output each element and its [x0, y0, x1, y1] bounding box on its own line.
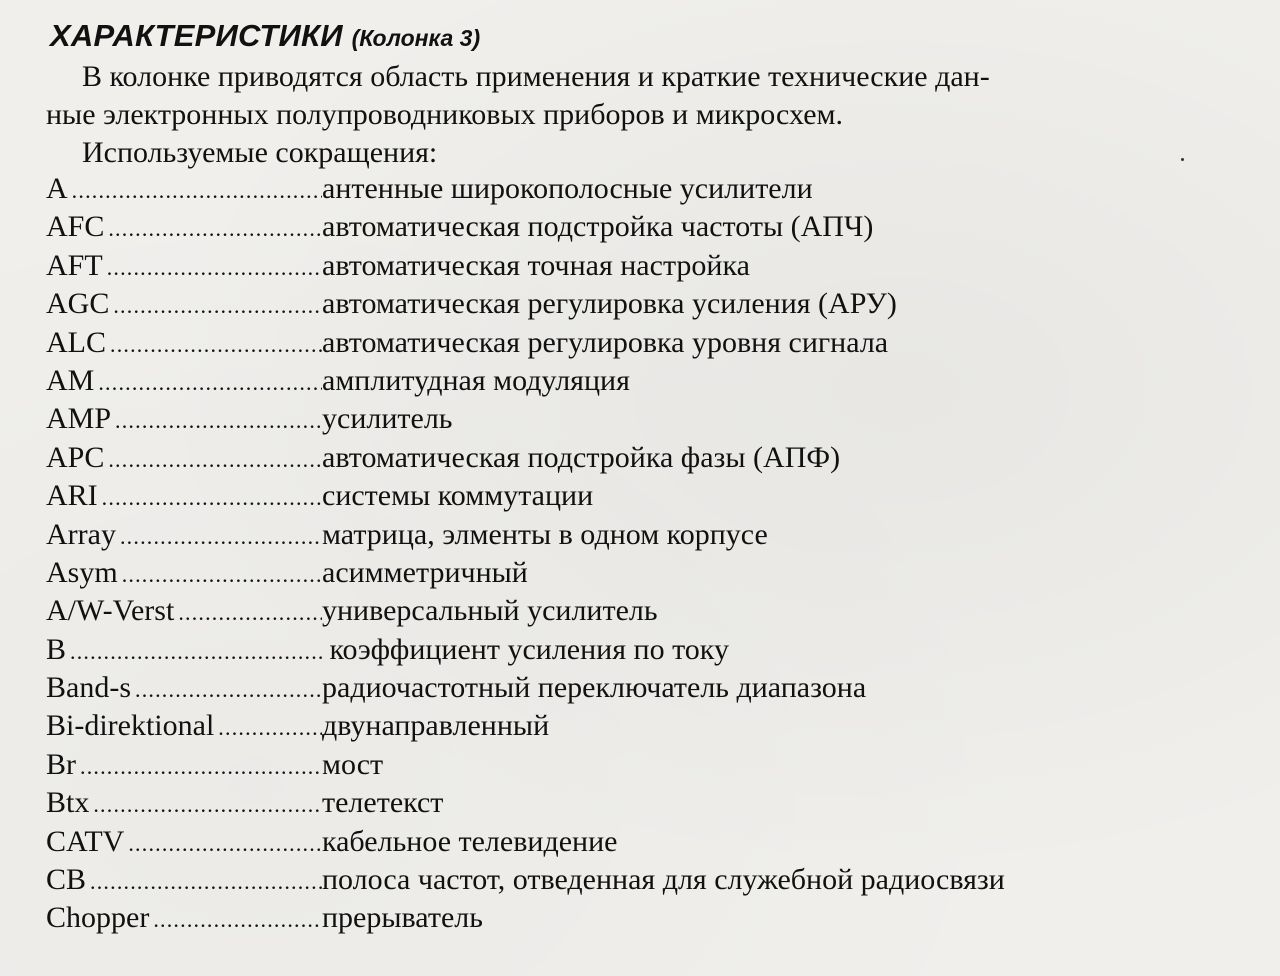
leader-dots [122, 562, 322, 588]
abbreviation-term: AFT [46, 248, 103, 282]
abbreviation-term: Bi-direktional [46, 709, 215, 743]
abbreviation-row [46, 901, 1005, 939]
abbreviation-definition: телетекст [322, 786, 444, 820]
section-subtitle: (Колонка 3) [351, 25, 481, 51]
abbreviation-term: ARI [46, 479, 98, 513]
leader-dots [153, 907, 322, 933]
abbreviation-definition: автоматическая регулировка уровня сигнала [322, 325, 889, 359]
abbreviation-definition: амплитудная модуляция [322, 363, 630, 397]
abbreviation-row [46, 863, 1005, 901]
abbreviation-term: AFC [46, 210, 105, 244]
leader-dots [102, 485, 322, 511]
section-title: ХАРАКТЕРИСТИКИ [50, 18, 343, 53]
abbreviation-term: APC [46, 440, 105, 474]
leader-dots [218, 715, 322, 741]
print-speck [1181, 158, 1184, 161]
intro-line-1: В колонке приводятся область применения и краткие технические дан- [82, 60, 990, 93]
abbreviation-term: A [46, 172, 68, 205]
leader-dots [93, 792, 322, 818]
leader-dots [90, 869, 322, 895]
section-heading [50, 16, 480, 58]
abbreviation-definition: матрица, элменты в одном корпусе [322, 517, 768, 551]
abbreviation-term: Br [46, 747, 76, 781]
leader-dots [108, 447, 322, 473]
intro-line-2: ные электронных полупроводниковых приборов и микросхем. [46, 98, 844, 131]
abbreviation-term: CATV [46, 824, 125, 858]
leader-dots [72, 178, 322, 204]
abbreviation-definition: автоматическая регулировка усиления (АРУ) [322, 287, 897, 321]
abbreviation-row [46, 556, 1005, 594]
abbreviation-definition: полоса частот, отведенная для служебной радиосвязи [322, 863, 1005, 897]
abbreviation-definition: коэффициент усиления по току [322, 632, 729, 666]
abbreviation-row [46, 671, 1005, 709]
leader-dots [120, 524, 322, 550]
abbreviation-definition: системы коммутации [322, 479, 594, 513]
abbreviation-definition: асимметричный [322, 555, 528, 589]
abbreviation-term: AM [46, 363, 95, 397]
abbreviations-lead: Используемые сокращения: [82, 136, 438, 169]
abbreviation-term: AGC [46, 287, 110, 321]
leader-dots [107, 255, 322, 281]
leader-dots [128, 831, 322, 857]
abbreviation-term: Asym [46, 555, 118, 589]
abbreviation-definition: автоматическая точная настройка [322, 248, 750, 282]
leader-dots [108, 216, 322, 242]
abbreviation-term: CB [46, 863, 87, 897]
abbreviation-row [46, 441, 1005, 479]
leader-dots [178, 600, 322, 626]
abbreviation-row [46, 786, 1005, 824]
leader-dots [80, 754, 322, 780]
abbreviation-row [46, 594, 1005, 632]
abbreviation-term: A/W-Verst [46, 594, 175, 628]
abbreviation-row [46, 518, 1005, 556]
abbreviation-definition: мост [322, 747, 384, 781]
abbreviation-term: Chopper [46, 901, 150, 935]
abbreviation-row [46, 709, 1005, 747]
leader-dots [115, 408, 322, 434]
abbreviation-definition: антенные широкополосные усилители [322, 172, 813, 205]
abbreviation-row [46, 210, 1005, 248]
abbreviation-row [46, 364, 1005, 402]
abbreviation-row [46, 172, 1005, 210]
abbreviation-definition: кабельное телевидение [322, 824, 618, 858]
intro-text [46, 58, 1216, 172]
intro-paragraph [46, 58, 1216, 134]
abbreviation-definition: усилитель [322, 402, 453, 436]
abbreviation-row [46, 326, 1005, 364]
abbreviation-row [46, 825, 1005, 863]
leader-dots [135, 677, 322, 703]
abbreviation-row [46, 402, 1005, 440]
abbreviation-row [46, 479, 1005, 517]
leader-dots [98, 370, 322, 396]
abbreviation-definition: двунаправленный [322, 709, 550, 743]
abbreviation-row [46, 633, 1005, 671]
abbreviation-term: Array [46, 517, 116, 551]
abbreviation-term: Band-s [46, 671, 131, 705]
abbreviation-term: B [46, 632, 67, 666]
abbreviation-definition: автоматическая подстройка фазы (АПФ) [322, 440, 841, 474]
abbreviation-definition: прерыватель [322, 901, 483, 935]
leader-dots [113, 293, 322, 319]
abbreviation-definition: универсальный усилитель [322, 594, 658, 628]
leader-dots [70, 639, 322, 665]
abbreviation-term: AMP [46, 402, 112, 436]
leader-dots [110, 332, 322, 358]
abbreviation-term: Btx [46, 786, 90, 820]
abbreviation-list [46, 172, 1005, 940]
abbreviation-definition: автоматическая подстройка частоты (АПЧ) [322, 210, 874, 244]
abbreviation-definition: радиочастотный переключатель диапазона [322, 671, 867, 705]
abbreviation-row [46, 287, 1005, 325]
abbreviation-row [46, 748, 1005, 786]
abbreviation-term: ALC [46, 325, 106, 359]
abbreviation-row [46, 249, 1005, 287]
